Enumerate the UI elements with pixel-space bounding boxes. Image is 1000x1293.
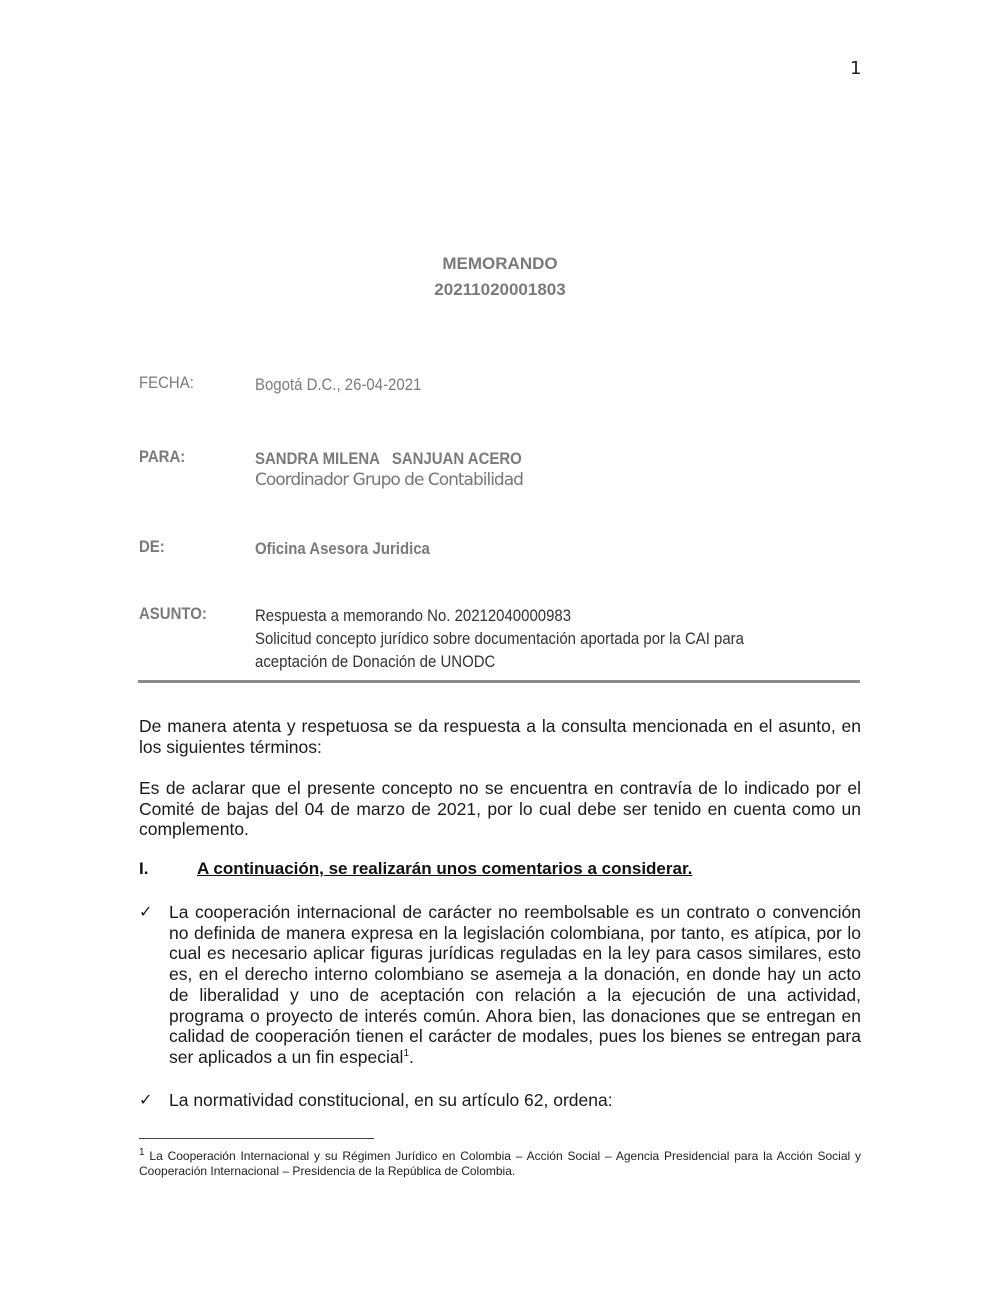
para-label: PARA:: [139, 447, 186, 466]
footnote-ref[interactable]: 1: [403, 1048, 410, 1060]
asunto-line-3: aceptación de Donación de UNODC: [255, 652, 496, 671]
de-value: Oficina Asesora Juridica: [255, 539, 430, 558]
intro-paragraph: [139, 716, 861, 757]
section-number: I.: [139, 859, 149, 878]
check-icon: ✓: [139, 902, 153, 921]
asunto-label: ASUNTO:: [139, 604, 207, 623]
footnote-marker: 1: [139, 1147, 145, 1158]
bullet-trailing: .: [409, 1046, 414, 1067]
footnote-text: La Cooperación Internacional y su Régimen Jurídico en Colombia – Acción Social – Agencia Presidencial para la Acción Social y Cooperación Internacional – Presidencia de la República de Colombia.: [139, 1149, 861, 1178]
page-number: 1: [850, 58, 862, 79]
fecha-label: FECHA:: [139, 373, 194, 392]
de-label: DE:: [139, 537, 165, 556]
para-role: Coordinador Grupo de Contabilidad: [255, 470, 523, 490]
memo-title: MEMORANDO: [442, 254, 558, 273]
footnote: [139, 1149, 861, 1179]
check-icon: ✓: [139, 1090, 153, 1109]
para-name: SANDRA MILENA SANJUAN ACERO: [255, 449, 522, 468]
asunto-line-1: Respuesta a memorando No. 20212040000983: [255, 606, 572, 625]
paragraph-1: De manera atenta y respetuosa se da respuesta a la consulta mencionada en el asunto, en los siguientes términos:: [139, 716, 861, 757]
paragraph-2: Es de aclarar que el presente concepto no se encuentra en contravía de lo indicado por el Comité de bajas del 04 de marzo de 2021, por lo cual debe ser tenido en cuenta como un complemento.: [139, 778, 861, 839]
list-item: [139, 1090, 861, 1111]
list-item: [139, 902, 861, 1068]
asunto-line-2: Solicitud concepto jurídico sobre documentación aportada por la CAI para: [255, 629, 744, 648]
bullet-text: La cooperación internacional de carácter no reembolsable es un contrato o convención no definida de manera expresa en la legislación colombiana, por tanto, es atípica, por lo cual es necesario aplicar figuras jurídicas reguladas en la ley para casos similares, esto es, en el derecho interno colombiano se asemeja a la donación, en donde hay un acto de liberalidad y uno de aceptación con relación a la ejecución de una actividad, programa o proyecto de interés común. Ahora bien, las donaciones que se entregan en calidad de cooperación tienen el carácter de modales, pues los bienes se entregan para ser aplicados a un fin especial: [169, 902, 861, 1067]
section-heading: [139, 859, 692, 879]
header-divider: [138, 680, 860, 683]
fecha-value: Bogotá D.C., 26-04-2021: [255, 375, 422, 394]
memo-number: 20211020001803: [434, 280, 566, 299]
bullet-text: La normatividad constitucional, en su artículo 62, ordena:: [169, 1090, 613, 1110]
clarification-paragraph: [139, 778, 861, 840]
footnote-separator: [139, 1138, 374, 1139]
section-title: A continuación, se realizarán unos comentarios a considerar.: [197, 859, 693, 878]
